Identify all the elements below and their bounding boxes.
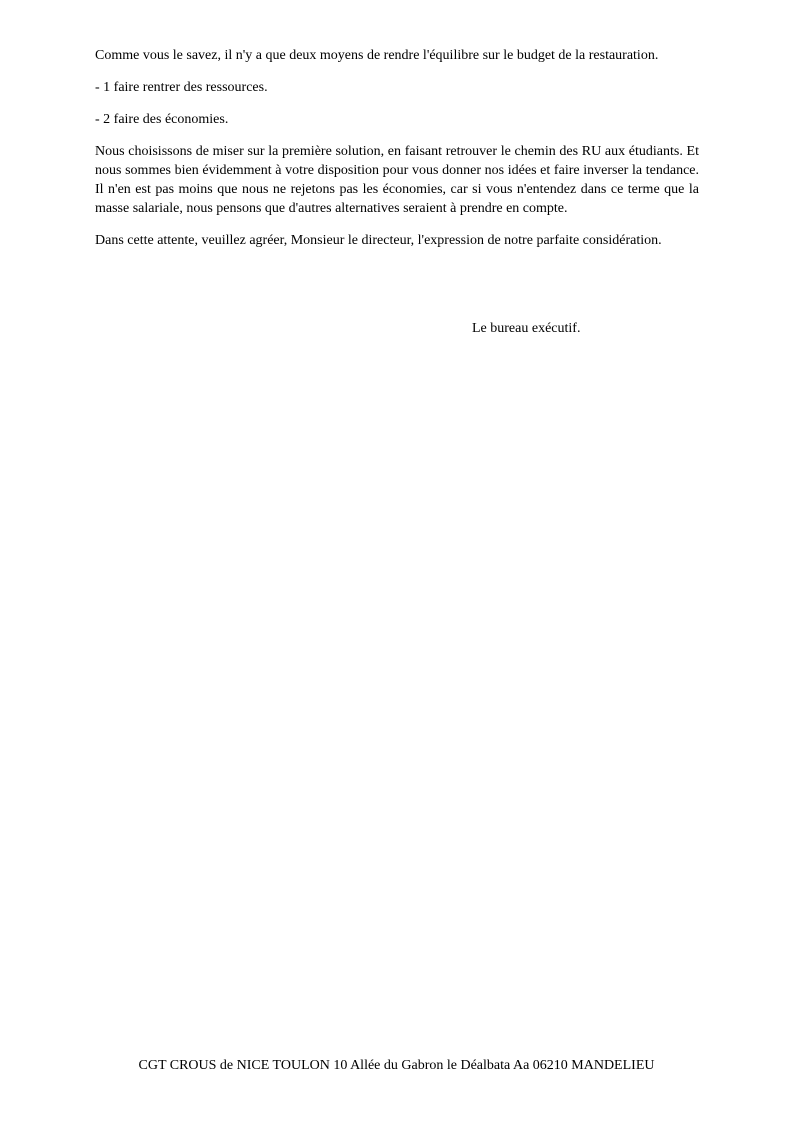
- signature: Le bureau exécutif.: [472, 321, 581, 336]
- closing-paragraph: Dans cette attente, veuillez agréer, Monsieur le directeur, l'expression de notre parfaite considération.: [95, 233, 662, 248]
- intro-paragraph: Comme vous le savez, il n'y a que deux moyens de rendre l'équilibre sur le budget de la restauration.: [95, 48, 659, 63]
- list-item-savings: - 2 faire des économies.: [95, 112, 229, 127]
- letter-body: [95, 46, 699, 263]
- list-item-resources: - 1 faire rentrer des ressources.: [95, 80, 268, 95]
- footer-address: CGT CROUS de NICE TOULON 10 Allée du Gabron le Déalbata Aa 06210 MANDELIEU: [138, 1058, 655, 1073]
- solution-paragraph: Nous choisissons de miser sur la première solution, en faisant retrouver le chemin des RU aux étudiants. Et nous sommes bien évidemment à votre disposition pour vous donner nos idées et faire inverser la tendance. Il n'en est pas moins que nous ne rejetons pas les économies, car si vous n'entendez dans ce terme que la masse salariale, nous pensons que d'autres alternatives seraient à prendre en compte.: [95, 144, 699, 216]
